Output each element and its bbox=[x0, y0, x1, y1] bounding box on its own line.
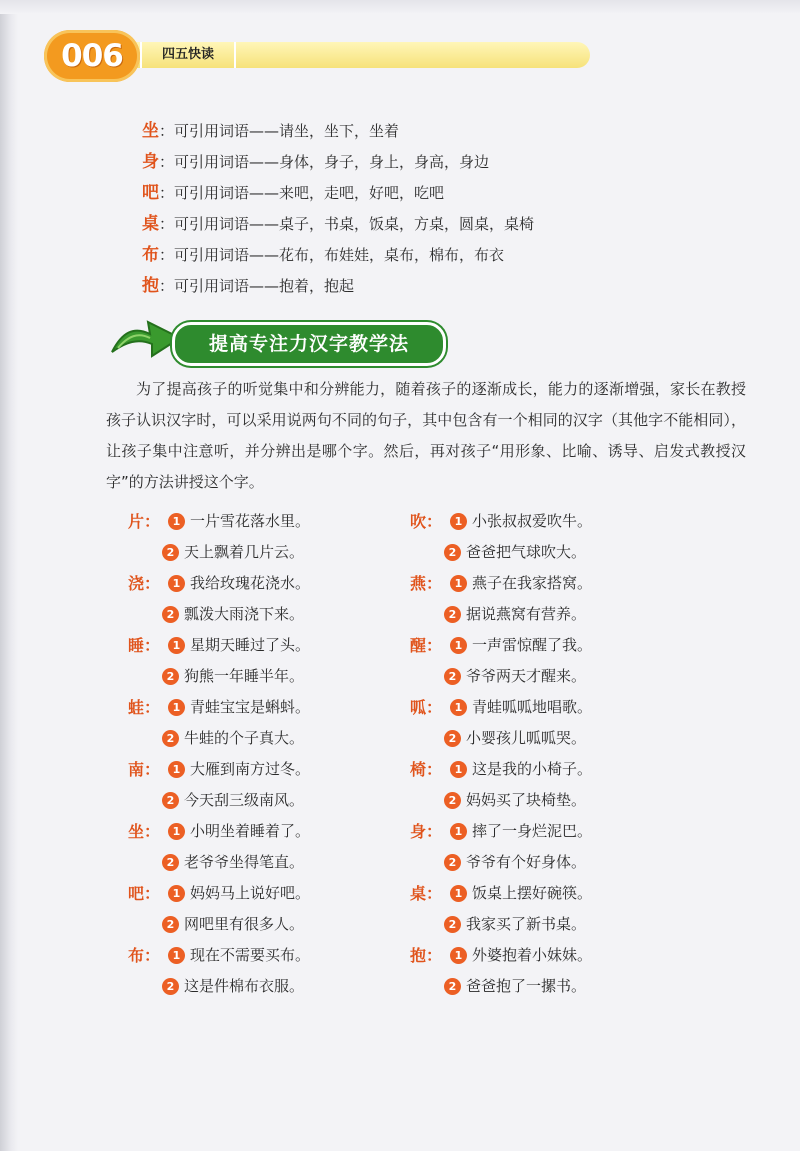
vocab-line bbox=[142, 240, 534, 271]
vocab-label: ：可引用词语—— bbox=[159, 122, 280, 140]
number-2-badge: 2 bbox=[444, 606, 461, 623]
example-sentence: 小明坐着睡着了。 bbox=[190, 822, 311, 840]
vocab-words: 身体，身子，身上，身高，身边 bbox=[279, 153, 490, 171]
example-sentence: 青蛙宝宝是蝌蚪。 bbox=[190, 698, 311, 716]
number-1-badge: 1 bbox=[450, 947, 467, 964]
example-sentence: 外婆抱着小妹妹。 bbox=[472, 946, 593, 964]
book-title: 四五快读 bbox=[140, 42, 236, 68]
example-sentence: 爷爷有个好身体。 bbox=[466, 853, 587, 871]
number-1-badge: 1 bbox=[168, 761, 185, 778]
example-char: 南： bbox=[128, 760, 161, 779]
example-sentence: 爸爸抱了一摞书。 bbox=[466, 977, 587, 995]
vocab-line bbox=[142, 271, 534, 302]
number-2-badge: 2 bbox=[444, 792, 461, 809]
example-sentence: 今天刮三级南风。 bbox=[184, 791, 305, 809]
example-sentence: 星期天睡过了头。 bbox=[190, 636, 311, 654]
page-number: 006 bbox=[44, 30, 140, 82]
number-2-badge: 2 bbox=[444, 916, 461, 933]
intro-paragraph: 为了提高孩子的听觉集中和分辨能力，随着孩子的逐渐成长，能力的逐渐增强，家长在教授孩子认识汉字时，可以采用说两句不同的句子，其中包含有一个相同的汉字（其他字不能相同），让孩子集中注意听，并分辨出是哪个字。然后，再对孩子“用形象、比喻、诱导、启发式教授汉字”的方法讲授这个字。 bbox=[106, 380, 746, 491]
example-sentence: 这是我的小椅子。 bbox=[472, 760, 593, 778]
example-sentence: 瓢泼大雨浇下来。 bbox=[184, 605, 305, 623]
example-char: 桌： bbox=[410, 884, 443, 903]
number-2-badge: 2 bbox=[162, 978, 179, 995]
vocab-line bbox=[142, 116, 534, 147]
page-edge bbox=[0, 0, 18, 1151]
example-sentence: 燕子在我家搭窝。 bbox=[472, 574, 593, 592]
vocab-label: ：可引用词语—— bbox=[159, 246, 280, 264]
number-1-badge: 1 bbox=[450, 575, 467, 592]
number-1-badge: 1 bbox=[450, 885, 467, 902]
example-sentence: 小张叔叔爱吹牛。 bbox=[472, 512, 593, 530]
number-2-badge: 2 bbox=[162, 730, 179, 747]
example-char: 蛙： bbox=[128, 698, 161, 717]
example-sentence: 爸爸把气球吹大。 bbox=[466, 543, 587, 561]
vocab-char: 坐 bbox=[142, 121, 159, 141]
vocab-words: 请坐，坐下，坐着 bbox=[279, 122, 400, 140]
example-sentence: 这是件棉布衣服。 bbox=[184, 977, 305, 995]
vocab-label: ：可引用词语—— bbox=[159, 153, 280, 171]
example-char: 浇： bbox=[128, 574, 161, 593]
number-2-badge: 2 bbox=[444, 730, 461, 747]
section-title: 提高专注力汉字教学法 bbox=[172, 322, 446, 366]
number-1-badge: 1 bbox=[168, 947, 185, 964]
number-2-badge: 2 bbox=[162, 606, 179, 623]
example-sentence: 现在不需要买布。 bbox=[190, 946, 311, 964]
vocab-words: 花布，布娃娃，桌布，棉布，布衣 bbox=[279, 246, 505, 264]
vocab-label: ：可引用词语—— bbox=[159, 215, 280, 233]
example-sentence: 天上飘着几片云。 bbox=[184, 543, 305, 561]
number-2-badge: 2 bbox=[444, 978, 461, 995]
example-sentence: 老爷爷坐得笔直。 bbox=[184, 853, 305, 871]
number-1-badge: 1 bbox=[450, 513, 467, 530]
vocab-char: 桌 bbox=[142, 214, 159, 234]
number-2-badge: 2 bbox=[162, 792, 179, 809]
vocab-words: 来吧，走吧，好吧，吃吧 bbox=[279, 184, 445, 202]
vocab-line bbox=[142, 178, 534, 209]
example-sentence: 一片雪花落水里。 bbox=[190, 512, 311, 530]
number-1-badge: 1 bbox=[168, 885, 185, 902]
example-sentence: 牛蛙的个子真大。 bbox=[184, 729, 305, 747]
number-1-badge: 1 bbox=[168, 637, 185, 654]
number-2-badge: 2 bbox=[162, 854, 179, 871]
example-char: 睡： bbox=[128, 636, 161, 655]
example-sentence: 妈妈买了块椅垫。 bbox=[466, 791, 587, 809]
number-1-badge: 1 bbox=[168, 513, 185, 530]
number-2-badge: 2 bbox=[162, 668, 179, 685]
vocab-char: 吧 bbox=[142, 183, 159, 203]
vocab-char: 身 bbox=[142, 152, 159, 172]
example-sentence: 妈妈马上说好吧。 bbox=[190, 884, 311, 902]
example-sentence: 一声雷惊醒了我。 bbox=[472, 636, 593, 654]
example-sentence: 我家买了新书桌。 bbox=[466, 915, 587, 933]
example-sentence: 爷爷两天才醒来。 bbox=[466, 667, 587, 685]
vocab-label: ：可引用词语—— bbox=[159, 184, 280, 202]
vocab-label: ：可引用词语—— bbox=[159, 277, 280, 295]
example-char: 片： bbox=[128, 512, 161, 531]
number-1-badge: 1 bbox=[450, 823, 467, 840]
vocab-words: 桌子，书桌，饭桌，方桌，圆桌，桌椅 bbox=[279, 215, 535, 233]
number-2-badge: 2 bbox=[162, 544, 179, 561]
number-1-badge: 1 bbox=[450, 699, 467, 716]
vocab-char: 布 bbox=[142, 245, 159, 265]
example-char: 抱： bbox=[410, 946, 443, 965]
example-sentence: 狗熊一年睡半年。 bbox=[184, 667, 305, 685]
number-1-badge: 1 bbox=[168, 575, 185, 592]
example-char: 坐： bbox=[128, 822, 161, 841]
number-2-badge: 2 bbox=[162, 916, 179, 933]
example-sentence: 据说燕窝有营养。 bbox=[466, 605, 587, 623]
example-sentence: 网吧里有很多人。 bbox=[184, 915, 305, 933]
example-sentence: 饭桌上摆好碗筷。 bbox=[472, 884, 593, 902]
example-char: 燕： bbox=[410, 574, 443, 593]
number-1-badge: 1 bbox=[168, 823, 185, 840]
example-sentence: 大雁到南方过冬。 bbox=[190, 760, 311, 778]
number-2-badge: 2 bbox=[444, 854, 461, 871]
number-2-badge: 2 bbox=[444, 668, 461, 685]
vocab-line bbox=[142, 209, 534, 240]
vocab-list bbox=[142, 116, 534, 302]
example-sentence: 青蛙呱呱地唱歌。 bbox=[472, 698, 593, 716]
example-sentence: 小婴孩儿呱呱哭。 bbox=[466, 729, 587, 747]
example-char: 椅： bbox=[410, 760, 443, 779]
vocab-char: 抱 bbox=[142, 276, 159, 296]
top-band bbox=[0, 0, 800, 14]
vocab-line bbox=[142, 147, 534, 178]
example-char: 布： bbox=[128, 946, 161, 965]
example-char: 身： bbox=[410, 822, 443, 841]
example-char: 醒： bbox=[410, 636, 443, 655]
example-sentence: 摔了一身烂泥巴。 bbox=[472, 822, 593, 840]
number-1-badge: 1 bbox=[168, 699, 185, 716]
number-1-badge: 1 bbox=[450, 761, 467, 778]
example-char: 吹： bbox=[410, 512, 443, 531]
vocab-words: 抱着，抱起 bbox=[279, 277, 355, 295]
example-char: 呱： bbox=[410, 698, 443, 717]
example-char: 吧： bbox=[128, 884, 161, 903]
number-2-badge: 2 bbox=[444, 544, 461, 561]
example-sentence: 我给玫瑰花浇水。 bbox=[190, 574, 311, 592]
number-1-badge: 1 bbox=[450, 637, 467, 654]
